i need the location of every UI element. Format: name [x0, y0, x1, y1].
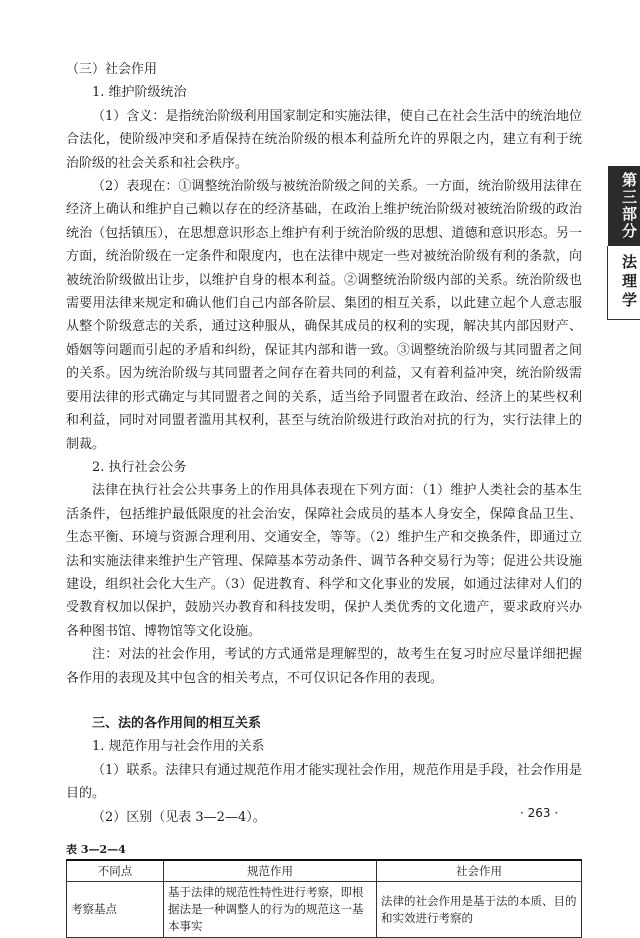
paragraph: （1）含义：是指统治阶级利用国家制定和实施法律，使自己在社会生活中的统治地位合法化，使阶级冲突和矛盾保持在统治阶级的根本利益所允许的界限之内，建立有利于统治阶级的社会关系和社会秩序。	[66, 108, 582, 171]
paragraph: （1）联系。法律只有通过规范作用才能实现社会作用，规范作用是手段，社会作用是目的。	[66, 762, 582, 802]
paragraph: 法律在执行社会公共事务上的作用具体表现在下列方面：（1）维护人类社会的基本生活条件，包括维护最低限度的社会治安，保障社会成员的基本人身安全，保障食品卫生、生态平衡、环境与资源合理利用、交通安全，等等。（2）维护生产和交换条件，即通过立法和实施法律来维护生产管理、保障基本劳动条件、调节各种交易行为等；促进公共设施建设，组织社会化大生产。（3）促进教育、科学和文化事业的发展，如通过法律对人们的受教育权加以保护，鼓励兴办教育和科技发明，保护人类优秀的文化遗产，要求政府兴办各种图书馆、博物馆等文化设施。	[66, 483, 582, 639]
note-paragraph: 注：对法的社会作用，考试的方式通常是理解型的，故考生在复习时应尽量详细把握各作用的表现及其中包含的相关考点，不可仅识记各作用的表现。	[66, 647, 582, 686]
table-row	[67, 882, 582, 938]
paragraph: （2）区别（见表 3—2—4）。	[92, 809, 266, 825]
section-heading: （三）社会作用	[66, 62, 158, 77]
subsection-heading: 1. 维护阶级统治	[92, 85, 187, 101]
page-number: · 263 ·	[520, 806, 559, 820]
page-content	[66, 58, 582, 938]
subsection-heading: 1. 规范作用与社会作用的关系	[92, 739, 265, 755]
table-cell: 考察基点	[67, 882, 164, 938]
section-side-tab	[608, 166, 640, 320]
table-header-cell: 社会作用	[377, 860, 582, 882]
table-header-cell: 规范作用	[164, 860, 377, 882]
table-header-cell: 不同点	[67, 860, 164, 882]
table-cell: 法律的社会作用是基于法的本质、目的和实效进行考察的	[377, 882, 582, 938]
side-tab-title: 法理学	[607, 246, 640, 320]
side-tab-part: 第三部分	[608, 166, 640, 246]
table-header-row	[67, 860, 582, 882]
subsection-heading: 2. 执行社会公务	[92, 459, 187, 475]
table-cell: 基于法律的规范性特性进行考察，即根据法是一种调整人的行为的规范这一基本事实	[164, 882, 377, 938]
table-label: 表 3—2—4	[66, 843, 126, 856]
comparison-table	[66, 859, 582, 938]
section-heading: 三、法的各作用间的相互关系	[92, 715, 262, 731]
paragraph: （2）表现在：①调整统治阶级与被统治阶级之间的关系。一方面，统治阶级用法律在经济上确认和维护自己赖以存在的经济基础，在政治上维护统治阶级对被统治阶级的政治统治（包括镇压），在思想意识形态上维护有利于统治阶级的思想、道德和意识形态。另一方面，统治阶级在一定条件和限度内，也在法律中规定一些对被统治阶级有利的条款，向被统治阶级做出让步，以维护自身的根本利益。②调整统治阶级内部的关系。统治阶级也需要用法律来规定和确认他们自己内部各阶层、集团的相互关系，以此建立起个人意志服从整个阶级意志的关系，通过这种服从，确保其成员的权利的实现，解决其内部因财产、婚姻等问题而引起的矛盾和纠纷，保证其内部和谐一致。③调整统治阶级与其同盟者之间的关系。因为统治阶级与其同盟者之间存在着共同的利益，又有着利益冲突，统治阶级需要用法律的形式确定与其同盟者之间的关系，适当给予同盟者在政治、经济上的某些权利和利益，同时对同盟者滥用其权利，甚至与统治阶级进行政治对抗的行为，实行法律上的制裁。	[66, 179, 582, 452]
